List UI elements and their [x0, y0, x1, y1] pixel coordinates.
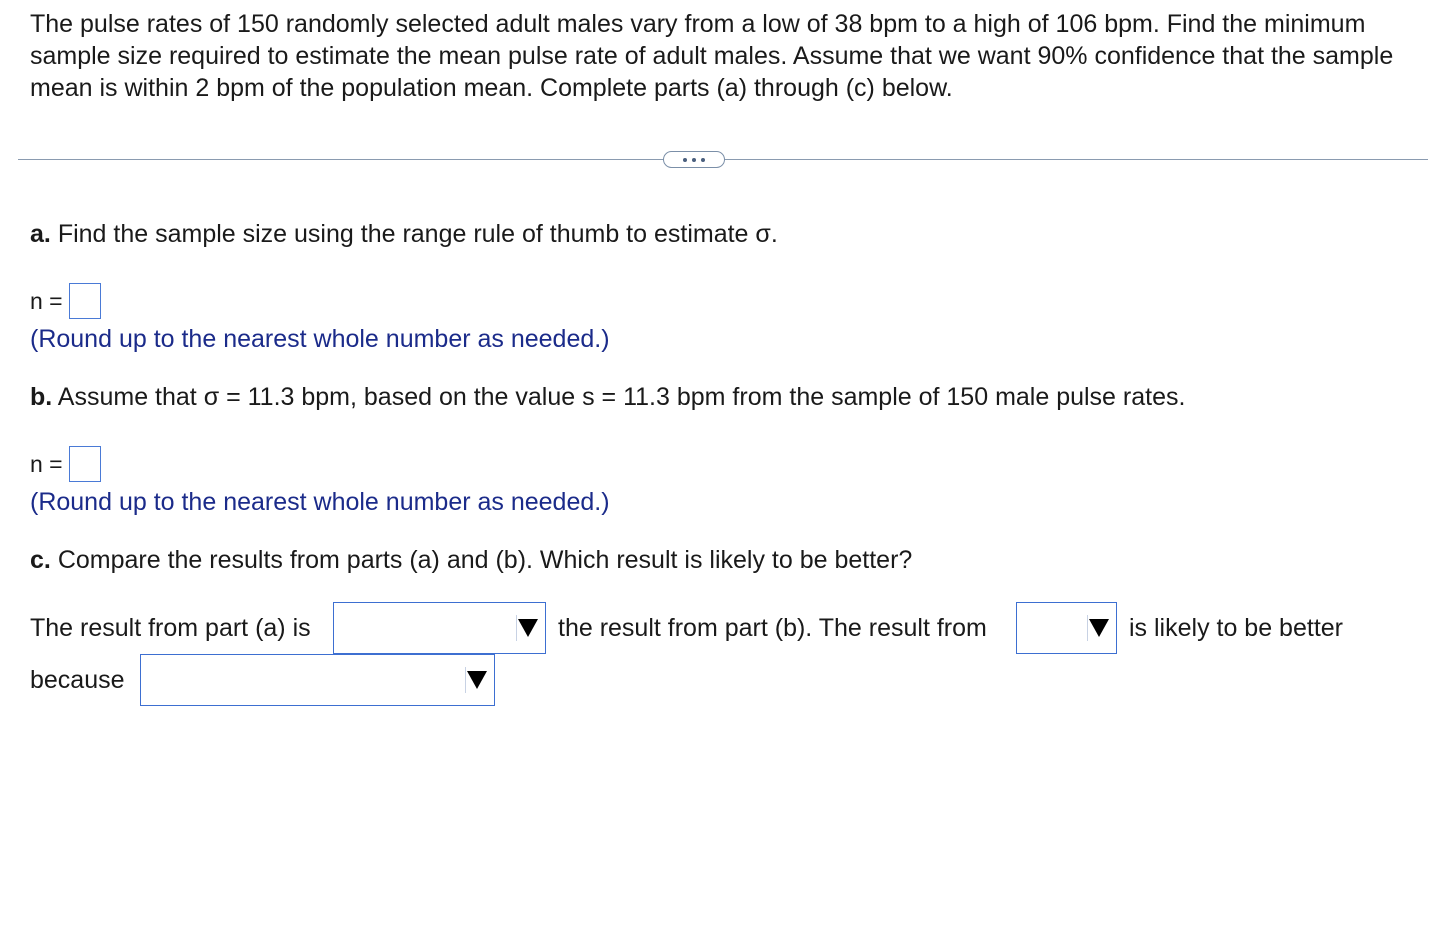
- expand-more-button[interactable]: [663, 151, 725, 168]
- part-b-rounding-hint: (Round up to the nearest whole number as needed.): [30, 488, 610, 516]
- part-c-sentence-end: is likely to be better: [1129, 614, 1343, 642]
- part-a-n-label: n =: [30, 287, 63, 314]
- ellipsis-dot-icon: [701, 158, 705, 162]
- dropdown-arrow-icon: [465, 667, 488, 693]
- part-c-prompt: [30, 545, 912, 575]
- part-b-prompt: [30, 382, 1185, 412]
- comparison-dropdown[interactable]: [333, 602, 546, 654]
- part-a-text: Find the sample size using the range rule of thumb to estimate σ.: [57, 220, 778, 248]
- part-a-answer-row: [30, 282, 101, 320]
- ellipsis-dot-icon: [683, 158, 687, 162]
- part-a-answer-input[interactable]: [69, 283, 101, 319]
- question-intro: The pulse rates of 150 randomly selected adult males vary from a low of 38 bpm to a high of 106 bpm. Find the minimum sample size required to estimate the mean pulse rate of adult males. Assume that we want 90% confidence that the sample mean is within 2 bpm of the population mean. Complete parts (a) through (c) below.: [30, 10, 1394, 102]
- part-c-sentence-start: The result from part (a) is: [30, 614, 311, 642]
- part-a-prompt: [30, 219, 778, 249]
- part-b-label: b.: [30, 383, 53, 411]
- part-b-text: Assume that σ = 11.3 bpm, based on the value s = 11.3 bpm from the sample of 150 male pulse rates.: [57, 383, 1186, 411]
- dropdown-arrow-icon: [516, 615, 539, 641]
- part-a-rounding-hint: (Round up to the nearest whole number as needed.): [30, 325, 610, 353]
- ellipsis-dot-icon: [692, 158, 696, 162]
- part-a-label: a.: [30, 220, 51, 248]
- part-c-sentence-middle: the result from part (b). The result from: [558, 614, 987, 642]
- dropdown-arrow-icon: [1087, 615, 1110, 641]
- part-b-answer-row: [30, 445, 101, 483]
- reason-dropdown[interactable]: [140, 654, 495, 706]
- part-b-answer-input[interactable]: [69, 446, 101, 482]
- part-c-text: Compare the results from parts (a) and (b). Which result is likely to be better?: [57, 546, 913, 574]
- part-b-n-label: n =: [30, 450, 63, 477]
- part-c-because-label: because: [30, 666, 125, 694]
- better-part-dropdown[interactable]: [1016, 602, 1117, 654]
- part-c-label: c.: [30, 546, 51, 574]
